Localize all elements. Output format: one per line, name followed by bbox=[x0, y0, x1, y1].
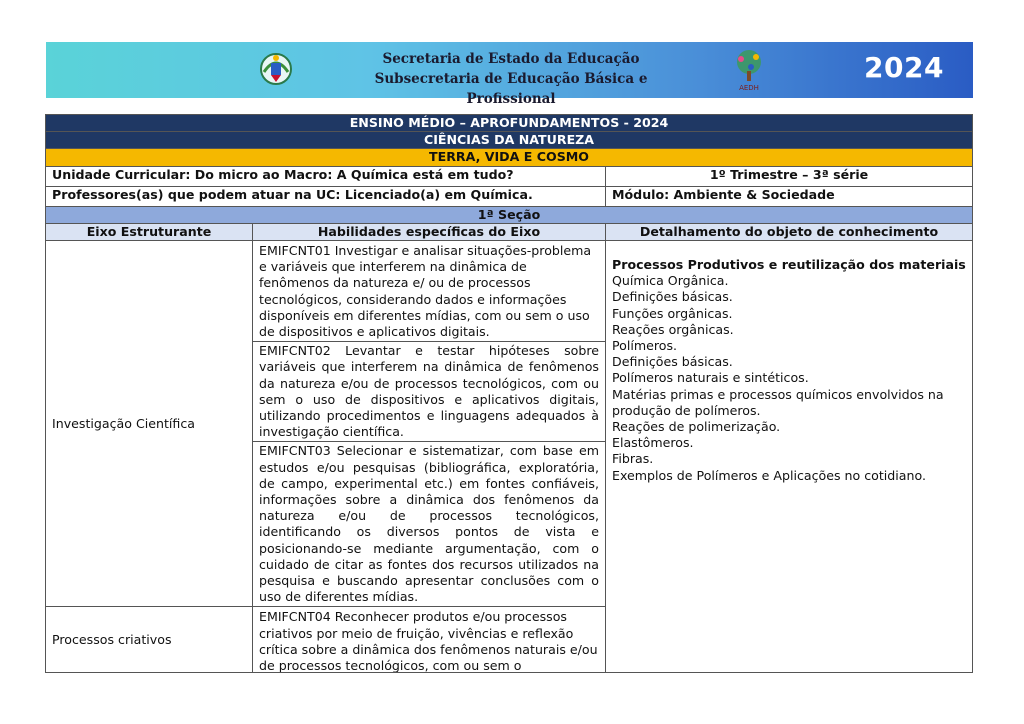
eixo-processos-criativos: Processos criativos bbox=[46, 607, 253, 673]
eixo-investigacao: Investigação Científica bbox=[46, 241, 253, 607]
banner-line-1: Secretaria de Estado da Educação bbox=[382, 51, 640, 67]
habilidade-emifcnt01: EMIFCNT01 Investigar e analisar situações-problema e variáveis que interferem na dinâmica de fenômenos da natureza e/ ou de processos tecnológicos, considerando dados e informações disponíveis em diferentes mídias, com ou sem o uso de dispositivos e aplicativos digitais. bbox=[259, 243, 592, 340]
detalhamento-item: Definições básicas. bbox=[612, 354, 733, 370]
detalhamento-item: Matérias primas e processos químicos envolvidos na produção de polímeros. bbox=[612, 386, 944, 418]
column-header-eixo: Eixo Estruturante bbox=[46, 223, 253, 240]
state-crest-icon bbox=[258, 50, 294, 88]
detalhamento-item: Exemplos de Polímeros e Aplicações no cotidiano. bbox=[612, 467, 926, 483]
column-header-detalhamento: Detalhamento do objeto de conhecimento bbox=[606, 223, 973, 240]
detalhamento-item: Definições básicas. bbox=[612, 289, 733, 305]
detalhamento-item: Reações de polimerização. bbox=[612, 419, 781, 435]
modulo: Módulo: Ambiente & Sociedade bbox=[606, 186, 973, 206]
detalhamento-item: Elastômeros. bbox=[612, 435, 694, 451]
curriculum-table bbox=[45, 114, 973, 673]
table-title: ENSINO MÉDIO – APROFUNDAMENTOS - 2024 bbox=[46, 115, 973, 132]
detalhamento-item: Química Orgânica. bbox=[612, 273, 729, 289]
detalhamento-item: Polímeros naturais e sintéticos. bbox=[612, 370, 809, 386]
header-banner bbox=[46, 42, 973, 107]
detalhamento-item: Polímeros. bbox=[612, 338, 678, 354]
trimestre: 1º Trimestre – 3ª série bbox=[606, 166, 973, 186]
area-title: CIÊNCIAS DA NATUREZA bbox=[46, 132, 973, 149]
detalhamento-item: Reações orgânicas. bbox=[612, 321, 734, 337]
habilidade-emifcnt02: EMIFCNT02 Levantar e testar hipóteses sobre variáveis que interferem na dinâmica de fenômenos da natureza e/ou de processos tecnológicos, com ou sem o uso de dispositivos e aplicativos digitais, utilizando procedimentos e linguagens adequados à investigação científica. bbox=[253, 341, 605, 441]
detalhamento-cell bbox=[606, 241, 973, 673]
emblem-caption: AEDH bbox=[739, 84, 759, 92]
column-header-habilidades: Habilidades específicas do Eixo bbox=[253, 223, 606, 240]
detalhamento-item: Funções orgânicas. bbox=[612, 305, 733, 321]
habilidade-emifcnt03: EMIFCNT03 Selecionar e sistematizar, com base em estudos e/ou pesquisas (bibliográfica, exploratória, de campo, experimental etc.) em fontes confiáveis, informações sobre a dinâmica dos fenômenos da natureza e/ou de processos tecnológicos, identificando os diversos pontos de vista e posicionando-se mediante argumentação, com o cuidado de citar as fontes dos recursos utilizados na pesquisa e buscando apresentar conclusões com o uso de diferentes mídias. bbox=[253, 441, 605, 606]
tree-emblem-icon bbox=[729, 47, 769, 93]
habilidades-investigacao bbox=[253, 241, 606, 607]
banner-line-2: Subsecretaria de Educação Básica e Profissional bbox=[374, 71, 648, 107]
unidade-curricular: Unidade Curricular: Do micro ao Macro: A Química está em tudo? bbox=[46, 166, 606, 186]
detalhamento-title: Processos Produtivos e reutilização dos materiais bbox=[612, 257, 966, 273]
habilidade-emifcnt04: EMIFCNT04 Reconhecer produtos e/ou processos criativos por meio de fruição, vivências e reflexão crítica sobre a dinâmica dos fenômenos naturais e/ou de processos tecnológicos, com ou sem o bbox=[259, 609, 598, 673]
habilidades-processos-criativos bbox=[253, 607, 606, 673]
detalhamento-item: Fibras. bbox=[612, 451, 654, 467]
section-title: 1ª Seção bbox=[46, 206, 973, 223]
professores: Professores(as) que podem atuar na UC: Licenciado(a) em Química. bbox=[46, 186, 606, 206]
banner-titles bbox=[346, 49, 676, 109]
banner-year: 2024 bbox=[864, 51, 944, 84]
theme-title: TERRA, VIDA E COSMO bbox=[46, 149, 973, 166]
